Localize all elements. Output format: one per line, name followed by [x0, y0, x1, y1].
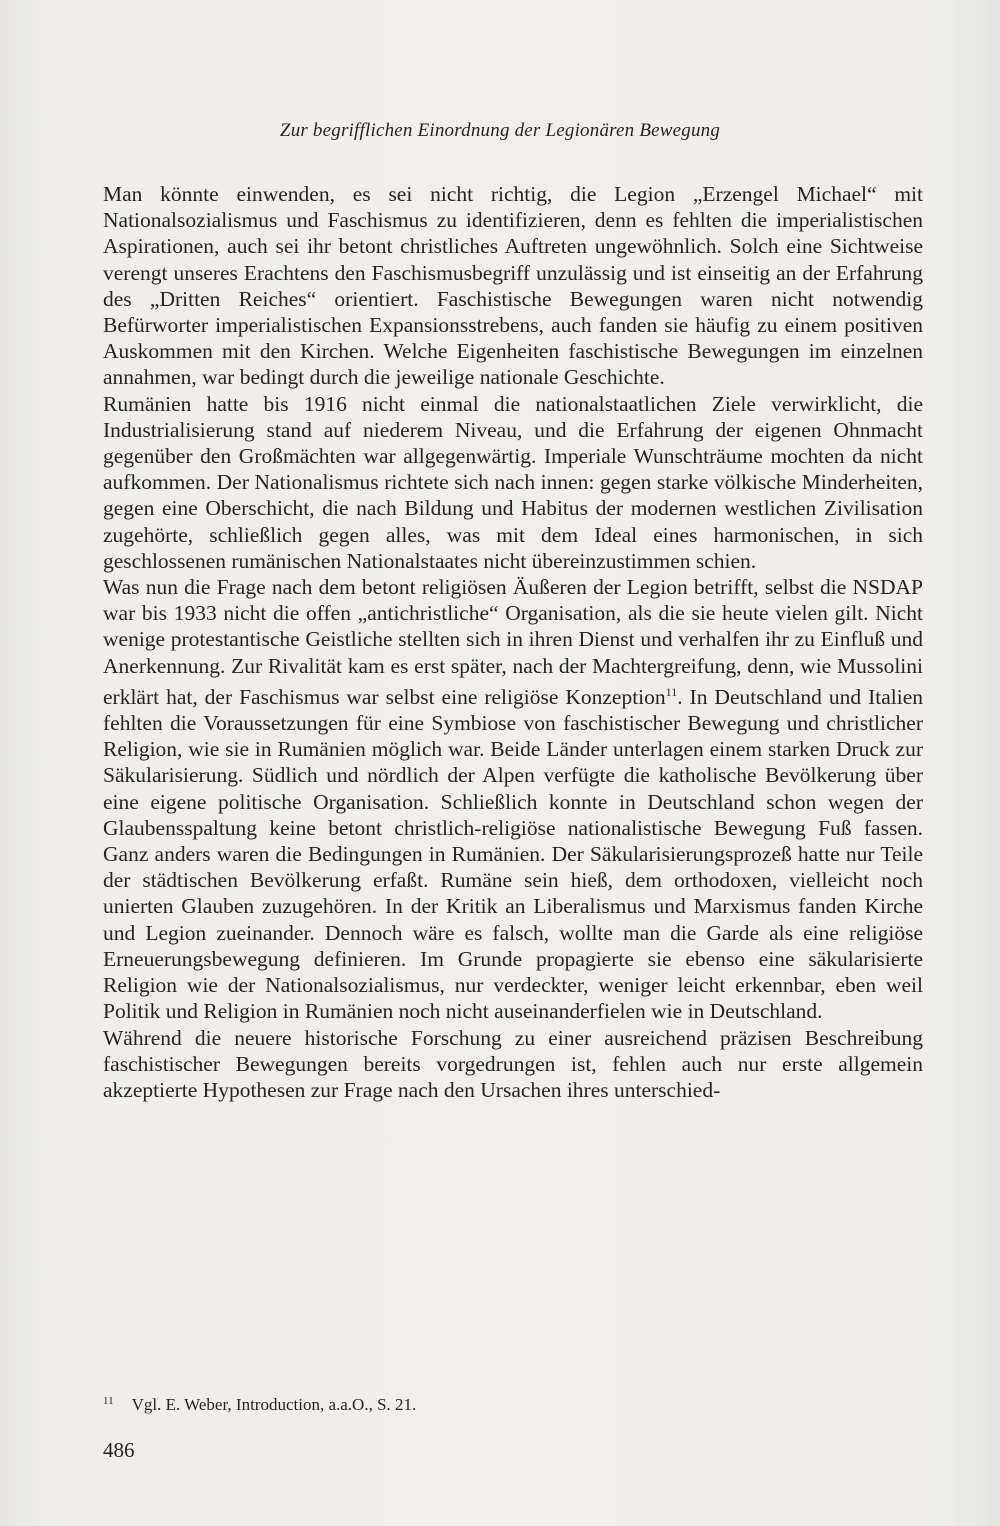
footnote-number: 11 [103, 1395, 114, 1407]
paragraph-3-part-1: Was nun die Frage nach dem betont religiösen Äußeren der Legion betrifft, selbst die NSDAP war bis 1933 nicht die offen „antichristliche“ Organisation, als die sie heute vielen gilt. Nicht wenige protestantische Geistliche stellten sich in ihren Dienst und verhalfen ihr zu Einfluß und Anerkennung. Zur Rivalität kam es erst später, nach der Machtergreifung, denn, wie Mussolini erklärt hat, der Faschismus war selbst eine religiöse Konzeption [103, 575, 923, 709]
footnote-text: Vgl. E. Weber, Introduction, a.a.O., S. 21. [131, 1395, 417, 1414]
paragraph-4: Während die neuere historische Forschung zu einer ausreichend präzisen Beschreibung faschistischer Bewegungen bereits vorgedrungen ist, fehlen auch nur erste allgemein akzeptierte Hypothesen zur Frage nach den Ursachen ihres unterschied- [103, 1025, 923, 1102]
footnote-reference: 11 [665, 684, 678, 699]
paragraph-2: Rumänien hatte bis 1916 nicht einmal die nationalstaatlichen Ziele verwirklicht, die Industrialisierung stand auf niederem Niveau, und die Erfahrung der eigenen Ohnmacht gegenüber den Großmächten war allgegenwärtig. Imperiale Wunschträume mochten da nicht aufkommen. Der Nationalismus richtete sich nach innen: gegen starke völkische Minderheiten, gegen eine Oberschicht, die nach Bildung und Habitus der modernen westlichen Zivilisation zugehörte, schließlich gegen alles, was mit dem Ideal eines harmonischen, in sich geschlossenen rumänischen Nationalstaates nicht übereinzustimmen schien. [103, 391, 923, 573]
footnote [103, 1390, 923, 1416]
paragraph-3-part-2: . In Deutschland und Italien fehlten die Voraussetzungen für eine Symbiose von faschistischer Bewegung und christlicher Religion, wie sie in Rumänien möglich war. Beide Länder unterlagen einem starken Druck zur Säkularisierung. Südlich und nördlich der Alpen verfügte die katholische Bevölkerung über eine eigene politische Organisation. Schließlich konnte in Deutschland schon wegen der Glaubensspaltung keine betont christlich-religiöse nationalistische Bewegung Fuß fassen. Ganz anders waren die Bedingungen in Rumänien. Der Säkularisierungsprozeß hatte nur Teile der städtischen Bevölkerung erfaßt. Rumäne sein hieß, dem orthodoxen, vielleicht noch unierten Glauben zuzugehören. In der Kritik an Liberalismus und Marxismus fanden Kirche und Legion zueinander. Dennoch wäre es falsch, wollte man die Garde als eine religiöse Erneuerungsbewegung definieren. Im Grunde propagierte sie ebenso eine säkularisierte Religion wie der Nationalsozialismus, nur verdeckter, weniger leicht erkennbar, eben weil Politik und Religion in Rumänien noch nicht auseinanderfielen wie in Deutschland. [103, 684, 923, 1024]
paragraph-3 [103, 574, 923, 1024]
body-text [103, 181, 923, 1103]
page-number: 486 [103, 1438, 135, 1462]
running-head: Zur begrifflichen Einordnung der Legionären Bewegung [279, 120, 721, 141]
paragraph-1: Man könnte einwenden, es sei nicht richtig, die Legion „Erzengel Michael“ mit Nationalsozialismus und Faschismus zu identifizieren, denn es fehlten die imperialistischen Aspirationen, auch sei ihr betont christliches Auftreten ungewöhnlich. Solch eine Sichtweise verengt unseres Erachtens den Faschismusbegriff unzulässig und ist einseitig an der Erfahrung des „Dritten Reiches“ orientiert. Faschistische Bewegungen waren nicht notwendig Befürworter imperialistischen Expansionsstrebens, auch fanden sie häufig zu einem positiven Auskommen mit den Kirchen. Welche Eigenheiten faschistische Bewegungen im einzelnen annahmen, war bedingt durch die jeweilige nationale Geschichte. [103, 182, 923, 390]
